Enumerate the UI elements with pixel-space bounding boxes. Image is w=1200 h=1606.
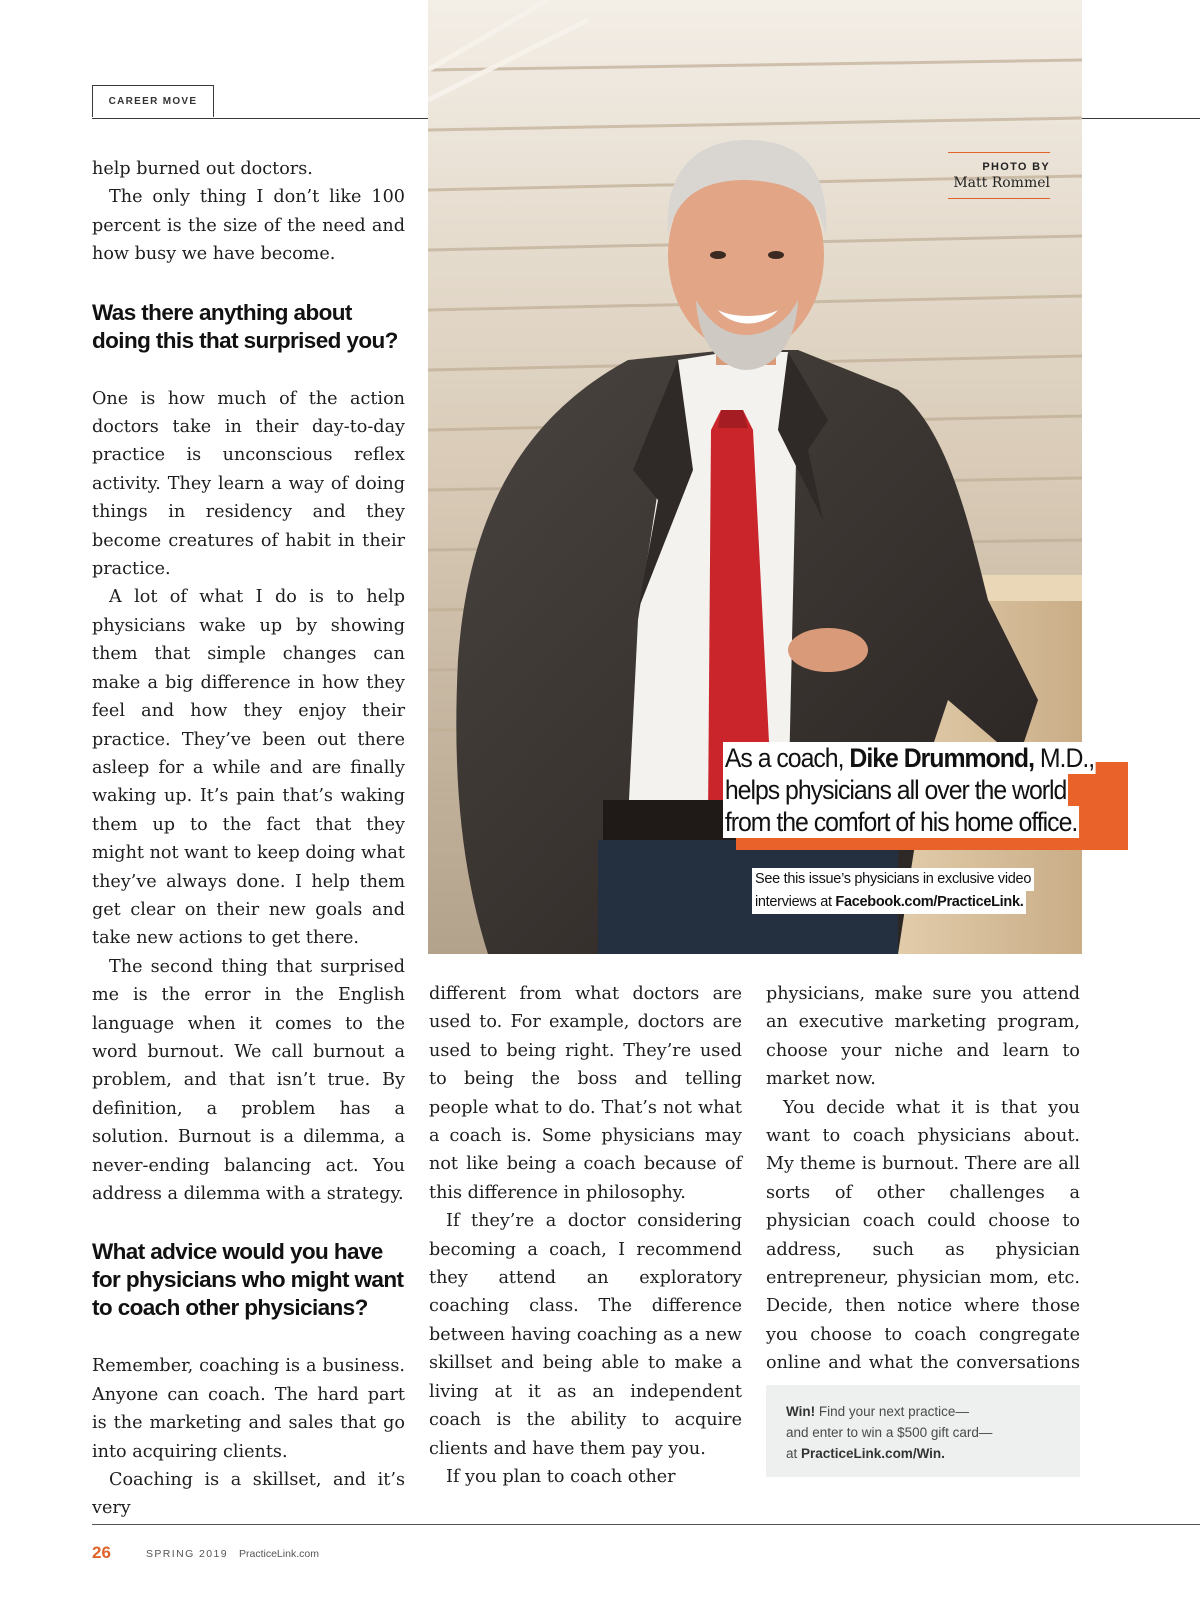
video-note-line-1: See this issue’s physicians in exclusive video	[752, 868, 1034, 891]
caption-text: M.D.,	[1033, 743, 1095, 773]
section-tag: CAREER MOVE	[92, 85, 214, 117]
site-link[interactable]: PracticeLink.com	[239, 1548, 319, 1560]
paragraph: If they’re a doctor considering becoming a coach, I recommend they attend an exploratory coaching class. The difference between having coaching as a new skillset and being able to make a living at it as an independent coach is the ability to acquire clients and have them pay you.	[429, 1211, 742, 1459]
photo-credit	[948, 152, 1050, 199]
promo-text: at	[786, 1446, 802, 1461]
promo-text: and enter to win a $500 gift card—	[786, 1425, 993, 1440]
paragraph: help burned out doctors.	[92, 159, 313, 179]
article-column-3	[766, 980, 1080, 1406]
promo-box	[766, 1385, 1080, 1477]
issue-label: SPRING 2019	[146, 1548, 228, 1560]
promo-bold: Win!	[786, 1404, 816, 1419]
photo-credit-name: Matt Rommel	[953, 175, 1050, 191]
video-note-line-2	[752, 891, 1026, 914]
paragraph: Remember, coaching is a business. Anyone can coach. The hard part is the marketing and sales that go into acquiring clients.	[92, 1356, 405, 1462]
article-column-1	[92, 155, 405, 1523]
paragraph: Coaching is a skillset, and it’s very	[92, 1470, 405, 1519]
caption-line-2: helps physicians all over the world	[724, 775, 1067, 805]
paragraph: A lot of what I do is to help physicians wake up by showing them that simple changes can make a big difference in how they feel and how they enjoy their practice. They’ve been out there asleep for a while and are finally waking up. It’s pain that’s waking them up to the fact that they might not want to keep doing what they’ve always done. I help them get clear on their new goals and take new actions to get there.	[92, 587, 405, 949]
paragraph: different from what doctors are used to. For example, doctors are used to being right. They’re used to being the boss and telling people what to do. That’s not what a coach is. Some physicians may not like being a coach because of this difference in philosophy.	[429, 984, 742, 1203]
question-heading: What advice would you have for physicians who might want to coach other physicians?	[92, 1239, 404, 1321]
header-rule-right	[1082, 118, 1200, 119]
photo-credit-label: PHOTO BY	[982, 161, 1050, 173]
caption-line-3: from the comfort of his home office.	[724, 807, 1078, 837]
video-note	[752, 868, 1034, 914]
header-rule	[92, 118, 428, 119]
caption-name: Dike Drummond,	[849, 743, 1034, 773]
promo-link[interactable]: PracticeLink.com/Win.	[801, 1446, 945, 1461]
paragraph	[766, 1094, 1080, 1406]
footer-rule	[92, 1524, 1200, 1525]
paragraph: physicians, make sure you attend an executive marketing program, choose your niche and learn to market now.	[766, 984, 1080, 1090]
promo-text: Find your next practice—	[815, 1404, 969, 1419]
paragraph: One is how much of the action doctors take in their day-to-day practice is unconscious reflex activity. They learn a way of doing things in residency and they become creatures of habit in their practice.	[92, 388, 405, 580]
photo-caption	[723, 742, 1096, 838]
page-number: 26	[92, 1543, 111, 1562]
paragraph-text: You decide what it is that you want to coach physicians about. My theme is burnout. There are all sorts of other challenges a physician coach could choose to address, such as physician entrepreneur, physician mom, etc. Decide, then notice where those you choose to coach congregate online and what the conversations	[766, 1097, 1080, 1374]
caption-text: As a coach,	[724, 743, 850, 773]
paragraph: The only thing I don’t like 100 percent is the size of the need and how busy we have become.	[92, 187, 405, 265]
facebook-link[interactable]: Facebook.com/PracticeLink.	[835, 894, 1024, 910]
caption-line-1	[723, 742, 1096, 774]
video-note-text: interviews at	[755, 894, 836, 910]
question-heading: Was there anything about doing this that surprised you?	[92, 299, 398, 353]
paragraph: The second thing that surprised me is the error in the English language when it comes to the word burnout. We call burnout a problem, and that isn’t true. By definition, a problem has a solution. Burnout is a dilemma, a never-ending balancing act. You address a dilemma with a strategy.	[92, 956, 405, 1204]
article-column-2	[429, 980, 742, 1491]
paragraph: If you plan to coach other	[446, 1466, 676, 1487]
